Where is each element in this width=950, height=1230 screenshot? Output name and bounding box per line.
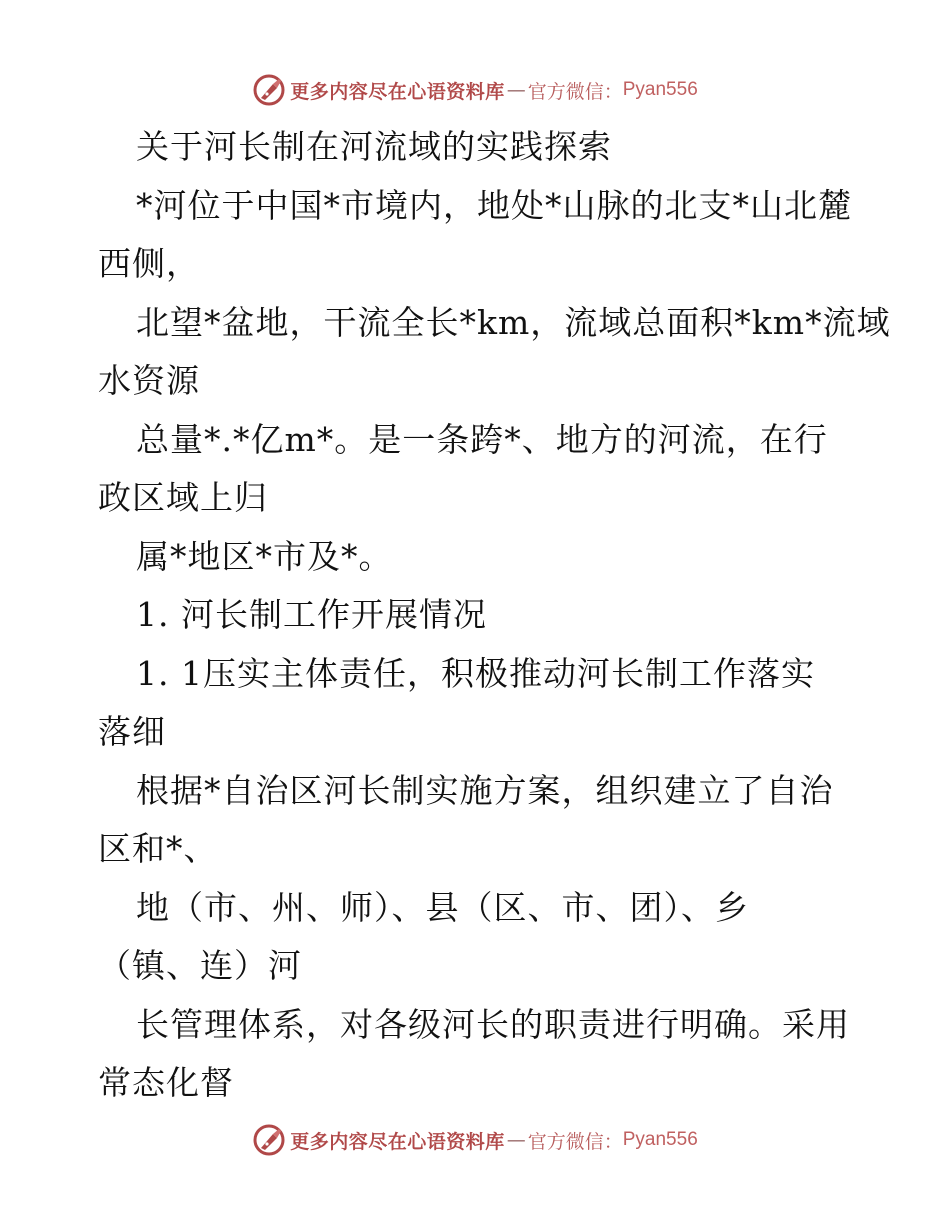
document-line: 长管理体系，对各级河长的职责进行明确。采用 (136, 1004, 850, 1044)
watermark-contact-label: 官方微信： (527, 1130, 623, 1153)
pen-nib-logo-icon (252, 73, 286, 107)
document-line: 属*地区*市及*。 (136, 536, 393, 576)
document-line: 关于河长制在河流域的实践探索 (136, 127, 612, 166)
document-line: 1. 1压实主体责任，积极推动河长制工作落实 (136, 653, 815, 693)
document-line: 区和*、 (98, 829, 218, 868)
watermark-contact-id: Pyan556 (622, 79, 698, 100)
document-line: 1. 河长制工作开展情况 (136, 595, 487, 634)
watermark-separator: — (506, 1129, 526, 1151)
document-line: 水资源 (98, 361, 200, 400)
document-line: 根据*自治区河长制实施方案，组织建立了自治 (136, 770, 834, 810)
watermark-contact-id: Pyan556 (622, 1129, 698, 1150)
pen-nib-logo-icon (252, 1123, 286, 1157)
document-body (98, 118, 891, 1113)
document-line: 西侧， (98, 244, 200, 283)
document-line: 地（市、州、师）、县（区、市、团）、乡 (136, 887, 749, 927)
document-line: 落细 (98, 712, 166, 751)
document-line: 总量*.*亿m*。是一条跨*、地方的河流，在行 (136, 419, 828, 459)
document-line: 政区域上归 (98, 478, 268, 517)
watermark-contact-label: 官方微信： (527, 80, 623, 103)
watermark-text: 更多内容尽在心语资料库 (290, 1130, 505, 1153)
watermark-banner-top (0, 72, 950, 108)
document-line: 北望*盆地，干流全长*km，流域总面积*km*流域 (136, 302, 891, 342)
watermark-text: 更多内容尽在心语资料库 (290, 80, 505, 103)
document-line: 常态化督 (98, 1063, 234, 1102)
watermark-banner-bottom (0, 1122, 950, 1158)
document-line: *河位于中国*市境内，地处*山脉的北支*山北麓 (136, 185, 852, 225)
document-line: （镇、连）河 (98, 946, 302, 985)
watermark-separator: — (506, 79, 526, 101)
